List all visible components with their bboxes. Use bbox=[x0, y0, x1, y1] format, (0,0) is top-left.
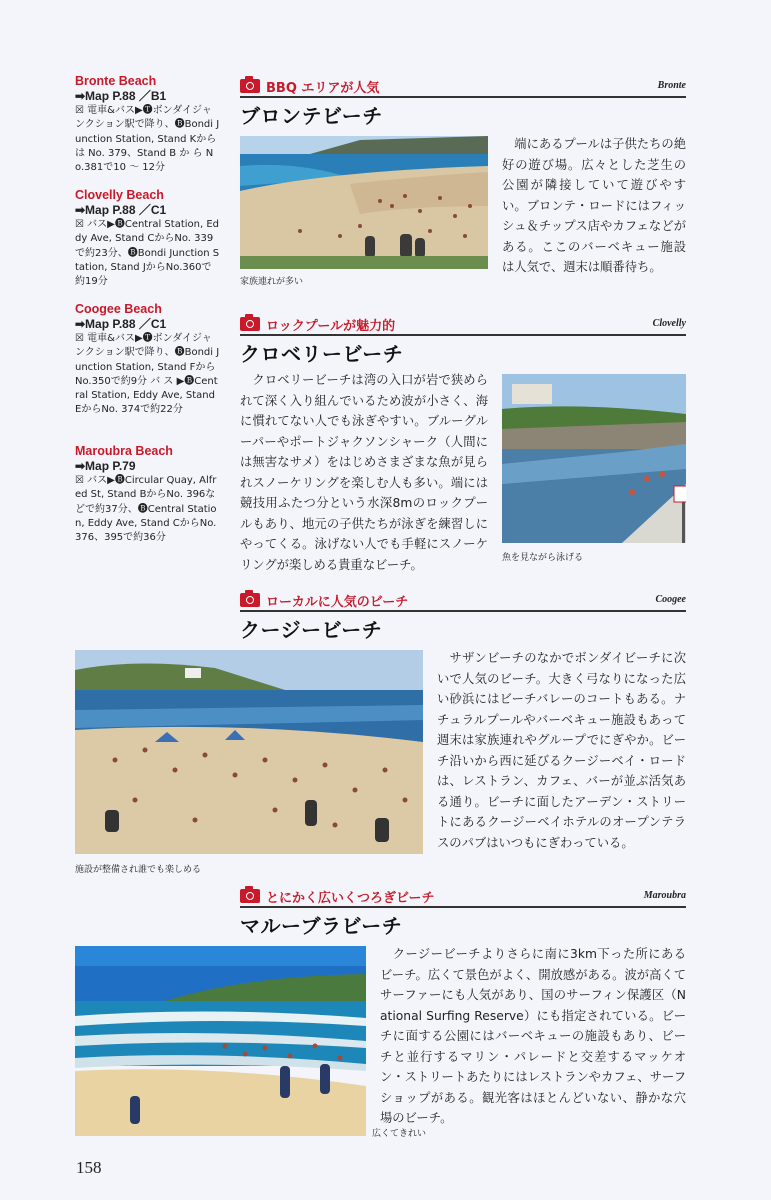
maroubra-body: クージービーチよりさらに南に3km下った所にあるビーチ。広くて景色がよく、開放感がある。波が高くてサーファーにも人気があり、国のサーフィン保護区（National Surfing Reserve）にも指定されている。ビーチに面する公園にはバーベキューの施設もあり、ビーチと並行するマリン・パレードと交差するマッケオン・ストリートあたりにはレストランやカフェ、サーフショップがある。観光客はほとんどいない、静かな穴場のビーチ。 bbox=[380, 947, 686, 1125]
sidebar-coogee-title: Coogee Beach bbox=[75, 302, 162, 316]
sidebar-clovelly-access: ☒ バス▶🅑Central Station, Eddy Ave, Stand CからNo. 339で約23分、🅑Bondi Junction Station, Stand JからNo.360で約19分 bbox=[75, 219, 220, 288]
clovelly-body: クロベリービーチは湾の入口が岩で狭められて深く入り組んでいるため波が小さく、海に慣れてない人でも泳ぎやすい。ブルーグルーパーやポートジャクソンシャーク（人間には無害なサメ）をはじめさまざまな魚が見られスノーケリングを楽しむ人も多い。端には競技用ふたつ分という水深8mのロックプールもあり、地元の子供たちが泳ぎを練習しにやってくる。泳げない人でも手軽にスノーケリングが楽しめる貴重なビーチ。 bbox=[240, 373, 488, 572]
sidebar-bronte-access: ☒ 電車&バス▶🅣ボンダイジャンクション駅で降り、🅑Bondi Junction Station, Stand Kから は No. 379、Stand B か ら No.381で10 〜 12分 bbox=[75, 105, 220, 174]
sidebar-maroubra-title: Maroubra Beach bbox=[75, 444, 173, 458]
section-divider bbox=[240, 906, 686, 908]
clovelly-tagline: ロックプールが魅力的 bbox=[266, 319, 396, 334]
sidebar-maroubra bbox=[75, 444, 221, 545]
coogee-section-header bbox=[240, 592, 686, 610]
camera-icon bbox=[240, 317, 260, 331]
clovelly-title: クロベリービーチ bbox=[240, 342, 404, 366]
camera-icon bbox=[240, 593, 260, 607]
sidebar-maroubra-map[interactable]: ➡Map P.79 bbox=[75, 459, 136, 473]
sidebar-bronte bbox=[75, 74, 221, 175]
maroubra-photo bbox=[75, 946, 366, 1136]
bronte-photo bbox=[240, 136, 488, 269]
clovelly-caption: 魚を見ながら泳げる bbox=[502, 553, 584, 563]
bronte-caption: 家族連れが多い bbox=[240, 277, 304, 287]
clovelly-section-header bbox=[240, 316, 686, 334]
sidebar-maroubra-access: ☒ バス▶🅑Circular Quay, Alfred St, Stand BからNo. 396などで約37分、🅑Central Station, Eddy Ave, Stand CからNo.376、395で約36分 bbox=[75, 475, 217, 544]
camera-icon bbox=[240, 889, 260, 903]
sidebar-bronte-map[interactable]: ➡Map P.88 ／B1 bbox=[75, 89, 167, 103]
bronte-section-header bbox=[240, 78, 686, 96]
sidebar-clovelly-title: Clovelly Beach bbox=[75, 188, 164, 202]
sidebar-coogee-access: ☒ 電車&バス▶🅣ボンダイジャンクション駅で降り、🅑Bondi Junction Station, Stand FからNo.350で約9分 バ ス ▶🅑Central Station, Eddy Ave, Stand EからNo. 374で約22分 bbox=[75, 333, 220, 416]
sidebar-coogee bbox=[75, 302, 221, 418]
bronte-english-name: Bronte bbox=[657, 80, 686, 91]
coogee-body: サザンビーチのなかでボンダイビーチに次いで人気のビーチ。大きく弓なりになった広い砂浜にはビーチバレーのコートもある。ナチュラルプールやバーベキュー施設もあって週末は家族連れやグループでにぎやか。ビーチ沿いから西に延びるクージーベイ・ロードは、レストラン、カフェ、バーが並ぶ活気ある通り。ビーチに面したアーデン・ストリートにあるクージーベイホテルのオープンテラスのパブはいつもにぎわっている。 bbox=[437, 651, 686, 850]
clovelly-english-name: Clovelly bbox=[652, 318, 686, 329]
sidebar-clovelly-map[interactable]: ➡Map P.88 ／C1 bbox=[75, 203, 167, 217]
bronte-tagline: BBQ エリアが人気 bbox=[266, 81, 380, 96]
section-divider bbox=[240, 334, 686, 336]
sidebar-clovelly bbox=[75, 188, 221, 289]
sidebar-coogee-map[interactable]: ➡Map P.88 ／C1 bbox=[75, 317, 167, 331]
page-number: 158 bbox=[76, 1158, 102, 1177]
section-divider bbox=[240, 96, 686, 98]
clovelly-photo bbox=[502, 374, 686, 543]
maroubra-section-header bbox=[240, 888, 686, 906]
coogee-english-name: Coogee bbox=[655, 594, 686, 605]
bronte-body: 端にあるプールは子供たちの絶好の遊び場。広々とした芝生の公園が隣接していて遊びやすい。ブロンテ・ロードにはフィッシュ＆チップス店やカフェなどがある。ここのバーベキュー施設は人気で、週末は順番待ち。 bbox=[502, 137, 686, 274]
coogee-caption: 施設が整備され誰でも楽しめる bbox=[75, 865, 202, 875]
coogee-photo bbox=[75, 650, 423, 854]
maroubra-title: マルーブラビーチ bbox=[240, 914, 403, 938]
camera-icon bbox=[240, 79, 260, 93]
sidebar-bronte-title: Bronte Beach bbox=[75, 74, 157, 88]
maroubra-english-name: Maroubra bbox=[643, 890, 686, 901]
section-divider bbox=[240, 610, 686, 612]
maroubra-tagline: とにかく広いくつろぎビーチ bbox=[266, 891, 435, 906]
bronte-title: ブロンテビーチ bbox=[240, 104, 383, 128]
coogee-tagline: ローカルに人気のビーチ bbox=[266, 595, 409, 610]
maroubra-caption: 広くてきれい bbox=[372, 1129, 427, 1139]
coogee-title: クージービーチ bbox=[240, 618, 383, 642]
